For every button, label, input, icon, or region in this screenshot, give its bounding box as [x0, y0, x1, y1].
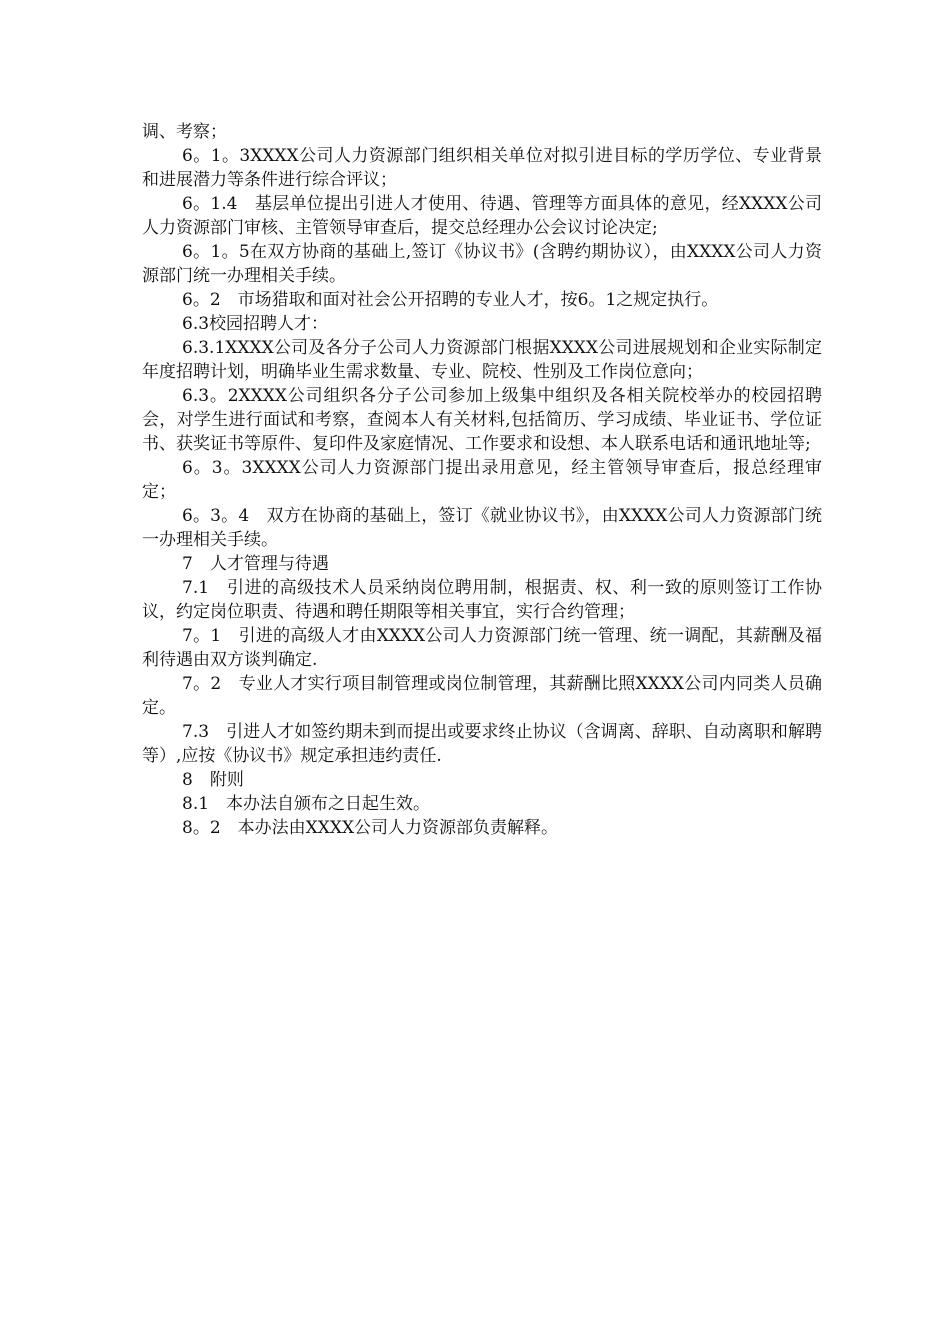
paragraph: 调、考察； — [142, 122, 227, 142]
paragraph: 8。2 本办法由XXXX公司人力资源部负责解释。 — [182, 818, 559, 838]
paragraph: 6。1。5在双方协商的基础上,签订《协议书》(含聘约期协议），由XXXX公司人力资源部门统一办理相关手续。 — [142, 242, 822, 286]
paragraph: 6。1.4 基层单位提出引进人才使用、待遇、管理等方面具体的意见，经XXXX公司人力资源部门审核、主管领导审查后，提交总经理办公会议讨论决定; — [142, 194, 822, 238]
paragraph: 7。2 专业人才实行项目制管理或岗位制管理，其薪酬比照XXXX公司内同类人员确定。 — [142, 674, 822, 718]
paragraph: 7。1 引进的高级人才由XXXX公司人力资源部门统一管理、统一调配，其薪酬及福利待遇由双方谈判确定. — [142, 626, 822, 670]
paragraph: 8.1 本办法自颁布之日起生效。 — [182, 794, 431, 814]
paragraph: 7.3 引进人才如签约期未到而提出或要求终止协议（含调离、辞职、自动离职和解聘等）,应按《协议书》规定承担违约责任. — [142, 722, 822, 766]
section-heading: 8 附则 — [182, 770, 244, 790]
section-heading: 6.3校园招聘人才： — [182, 314, 329, 334]
section-heading: 7 人才管理与待遇 — [182, 554, 329, 574]
paragraph: 6。2 市场猎取和面对社会公开招聘的专业人才，按6。1之规定执行。 — [182, 290, 719, 310]
paragraph: 6.3。2XXXX公司组织各分子公司参加上级集中组织及各相关院校举办的校园招聘会，对学生进行面试和考察，查阅本人有关材料,包括简历、学习成绩、毕业证书、学位证书、获奖证书等原件、复印件及家庭情况、工作要求和设想、本人联系电话和通讯地址等; — [142, 386, 822, 454]
paragraph: 6。3。3XXXX公司人力资源部门提出录用意见，经主管领导审查后，报总经理审定； — [142, 458, 822, 502]
paragraph: 6。1。3XXXX公司人力资源部门组织相关单位对拟引进目标的学历学位、专业背景和进展潜力等条件进行综合评议； — [142, 146, 822, 190]
paragraph: 7.1 引进的高级技术人员采纳岗位聘用制，根据责、权、利一致的原则签订工作协议，约定岗位职责、待遇和聘任期限等相关事宜，实行合约管理； — [142, 578, 822, 622]
paragraph: 6。3。4 双方在协商的基础上，签订《就业协议书》，由XXXX公司人力资源部门统一办理相关手续。 — [142, 506, 822, 550]
document-body — [142, 120, 822, 840]
paragraph: 6.3.1XXXX公司及各分子公司人力资源部门根据XXXX公司进展规划和企业实际制定年度招聘计划，明确毕业生需求数量、专业、院校、性别及工作岗位意向； — [142, 338, 822, 382]
